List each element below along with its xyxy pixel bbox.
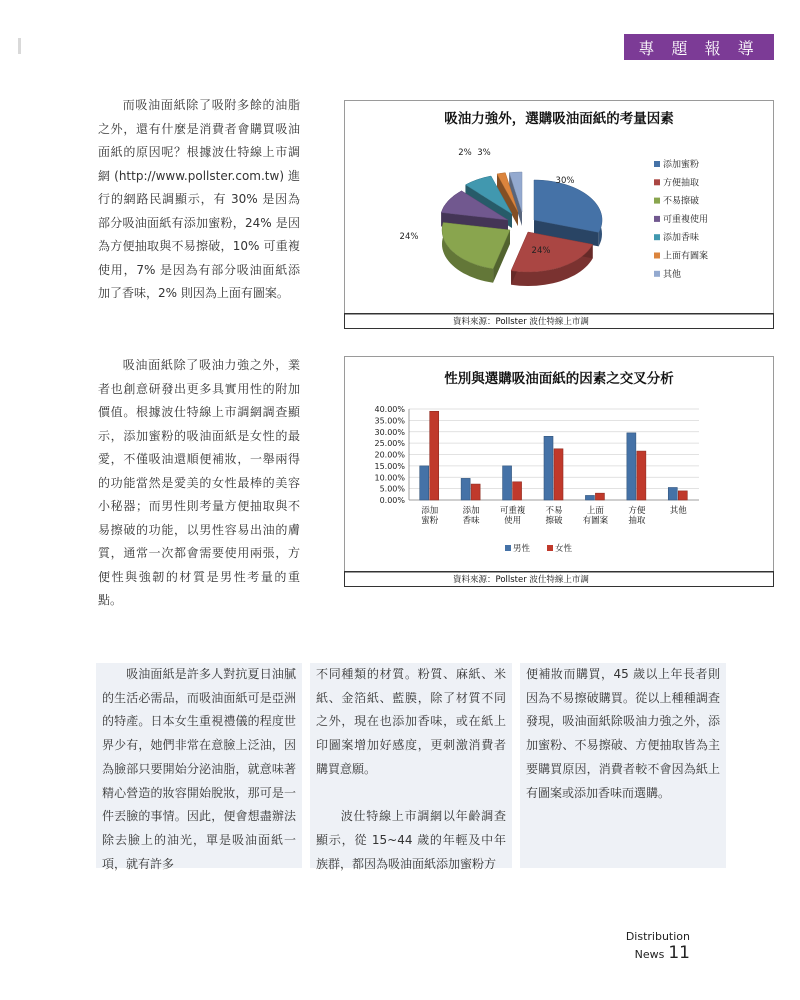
bar-男性-方便抽取 — [627, 433, 636, 500]
pie-data-label: 2% — [458, 148, 472, 158]
bar-legend-swatch — [547, 545, 553, 551]
bar-y-tick-label: 20.00% — [374, 450, 405, 460]
pie-source-text: 資料來源：Pollster 波仕特線上市調 — [453, 317, 589, 327]
pie-legend-label: 可重複使用 — [663, 214, 709, 225]
bar-x-tick-label: 蜜粉 — [421, 516, 439, 526]
bar-source-bar — [344, 571, 774, 587]
bar-男性-其他 — [668, 487, 677, 500]
bar-y-tick-label: 35.00% — [374, 416, 405, 426]
pie-source-bar — [344, 313, 774, 329]
pie-legend-label: 不易擦破 — [663, 196, 700, 207]
bar-男性-添加蜜粉 — [420, 466, 429, 500]
intro-paragraph-text: 而吸油面紙除了吸附多餘的油脂之外，還有什麼是消費者會購買吸油面紙的原因呢？根據波仕特線上市調網 (http://www.pollster.com.tw) 進行的網路民調顯示，有 30% 是因為部分吸油面紙有添加蜜粉，24% 是因為方便抽取與不易擦破，10% 可重複使用，7% 是因為有部分吸油面紙添加了香味，2% 則因為上面有圖案。 — [98, 98, 300, 300]
bar-x-tick-label: 擦破 — [545, 516, 563, 526]
pie-chart-panel — [344, 100, 774, 315]
pie-legend-label: 上面有圖案 — [663, 251, 709, 262]
pie-chart-title: 吸油力強外，選購吸油面紙的考量因素 — [444, 111, 674, 127]
bar-y-tick-label: 10.00% — [374, 473, 405, 483]
bar-男性-可重複使用 — [503, 466, 512, 500]
bar-legend-label: 男性 — [513, 544, 531, 554]
pie-legend-swatch — [654, 271, 660, 277]
pie-chart — [345, 101, 773, 314]
bar-女性-不易擦破 — [554, 449, 563, 500]
article-column-1 — [96, 663, 302, 871]
column-2-text-b: 波仕特線上市調網以年齡調查顯示，從 15~44 歲的年輕及中年族群，都因為吸油面紙添加蜜粉方 — [316, 809, 506, 871]
bar-y-tick-label: 5.00% — [379, 484, 405, 494]
bar-legend-swatch — [505, 545, 511, 551]
bar-x-tick-label: 添加 — [462, 506, 480, 516]
bar-y-tick-label: 40.00% — [374, 405, 405, 414]
pie-data-label: 10% — [403, 184, 423, 194]
bar-y-tick-label: 25.00% — [374, 439, 405, 449]
bar-x-tick-label: 使用 — [504, 516, 522, 526]
bar-女性-上面有圖案 — [595, 493, 604, 500]
bar-x-tick-label: 有圖案 — [582, 516, 609, 526]
page-number: 11 — [668, 943, 690, 963]
bar-y-tick-label: 30.00% — [374, 427, 405, 437]
bar-x-tick-label: 不易 — [545, 506, 563, 516]
pie-legend-label: 添加蜜粉 — [663, 160, 700, 170]
bar-x-tick-label: 上面 — [586, 506, 604, 516]
intro-paragraph — [98, 94, 300, 306]
bar-男性-上面有圖案 — [585, 495, 594, 500]
bar-女性-方便抽取 — [637, 451, 646, 500]
bar-x-tick-label: 添加 — [421, 506, 439, 516]
bar-男性-不易擦破 — [544, 436, 553, 500]
bar-女性-可重複使用 — [513, 482, 522, 500]
column-1-text: 吸油面紙是許多人對抗夏日油膩的生活必需品，而吸油面紙可是亞洲的特產。日本女生重視禮儀的程度世界少有，她們非常在意臉上泛油，因為臉部只要開始分泌油脂，就意味著精心營造的妝容開始脫妝，那可是一件丟臉的事情。因此，便會想盡辦法除去臉上的油光，單是吸油面紙一項，就有許多 — [102, 667, 296, 871]
bar-legend-label: 女性 — [555, 544, 573, 554]
bar-x-tick-label: 抽取 — [628, 516, 646, 526]
pie-legend-label: 方便抽取 — [663, 178, 700, 189]
pie-legend-swatch — [654, 179, 660, 185]
pie-data-label: 24% — [531, 246, 551, 256]
bar-x-tick-label: 其他 — [669, 506, 687, 516]
pie-legend-swatch — [654, 216, 660, 222]
bar-女性-添加香味 — [471, 484, 480, 500]
pie-legend-swatch — [654, 161, 660, 167]
bar-source-text: 資料來源：Pollster 波仕特線上市調 — [453, 575, 589, 585]
page-edge-mark — [18, 38, 21, 54]
pie-data-label: 24% — [399, 232, 419, 242]
gender-paragraph — [98, 354, 300, 613]
bar-x-tick-label: 方便 — [628, 506, 646, 516]
pie-legend-swatch — [654, 234, 660, 240]
pie-legend-swatch — [654, 253, 660, 259]
pie-data-label: 30% — [555, 176, 575, 186]
bar-x-tick-label: 可重複 — [499, 506, 526, 516]
column-3-text: 便補妝而購買，45 歲以上年長者則因為不易擦破購買。從以上種種調查發現，吸油面紙除吸油力強之外，添加蜜粉、不易擦破、方便抽取皆為主要購買原因，消費者較不會因為紙上有圖案或添加香味而選購。 — [526, 667, 720, 800]
pie-data-label: 3% — [477, 148, 491, 158]
article-column-3 — [520, 663, 726, 868]
pie-legend-label: 添加香味 — [663, 233, 700, 244]
bar-y-tick-label: 15.00% — [374, 461, 405, 471]
bar-chart-title: 性別與選購吸油面紙的因素之交叉分析 — [444, 371, 674, 387]
bar-chart — [345, 357, 773, 572]
bar-女性-添加蜜粉 — [430, 411, 439, 500]
section-banner: 專 題 報 導 — [624, 34, 774, 60]
page-footer — [594, 930, 690, 963]
bar-chart-panel — [344, 356, 774, 573]
bar-女性-其他 — [678, 491, 687, 500]
publication-name: Distribution News — [625, 930, 690, 961]
bar-y-tick-label: 0.00% — [379, 496, 405, 505]
bar-男性-添加香味 — [461, 478, 470, 500]
gender-paragraph-text: 吸油面紙除了吸油力強之外，業者也創意研發出更多具實用性的附加價值。根據波仕特線上市調網調查顯示，添加蜜粉的吸油面紙是女性的最愛，不僅吸油還順便補妝，一舉兩得的功能當然是愛美的女性最棒的美容小秘器；而男性則考量方便抽取與不易擦破的功能，以男性容易出油的膚質，通常一次都會需要使用兩張，方便性與強韌的材質是男性考量的重點。 — [98, 358, 300, 607]
bar-x-tick-label: 香味 — [462, 516, 480, 526]
pie-legend-label: 其他 — [663, 269, 682, 280]
column-2-text-a: 不同種類的材質。粉質、麻紙、米紙、金箔紙、藍膜，除了材質不同之外，現在也添加香味，或在紙上印圖案增加好感度，更刺激消費者購買意願。 — [316, 667, 506, 776]
article-column-2 — [310, 663, 512, 871]
pie-data-label: 7% — [445, 166, 459, 176]
pie-legend-swatch — [654, 198, 660, 204]
pie-slice-不易擦破 — [442, 223, 510, 283]
